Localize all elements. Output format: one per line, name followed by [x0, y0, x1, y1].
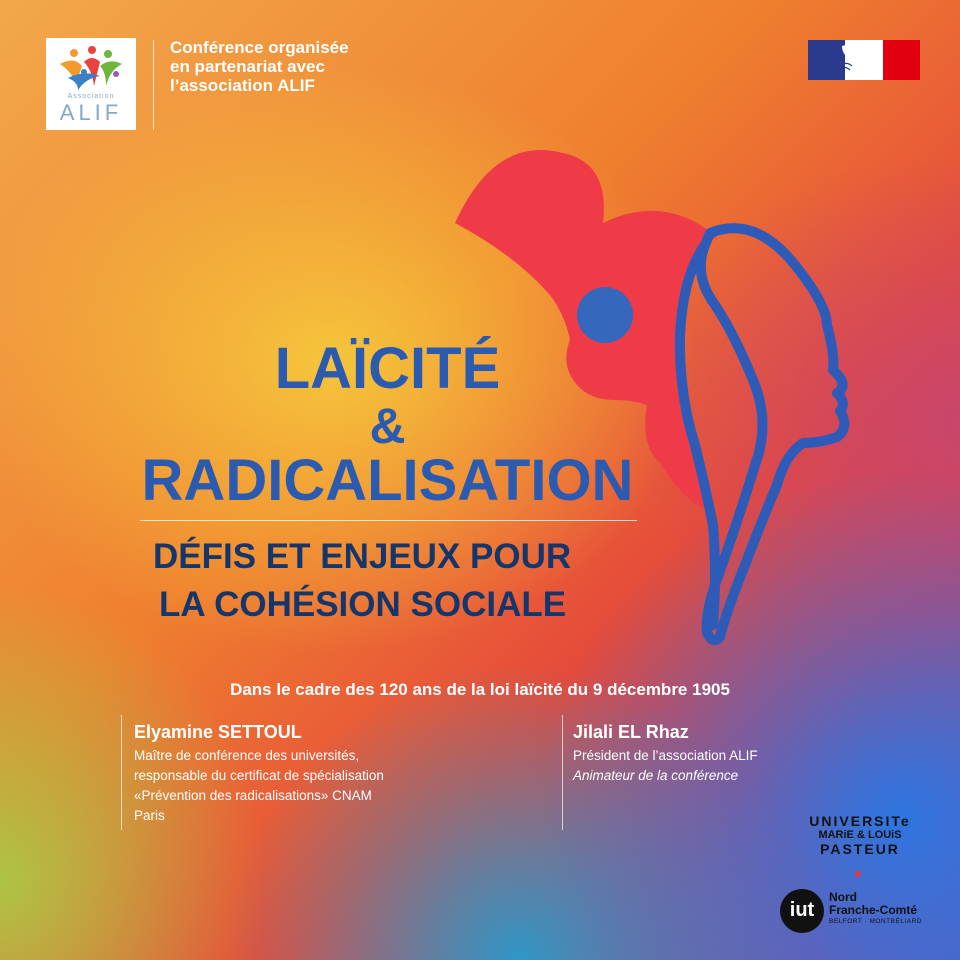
iut-logo-line: BELFORT · MONTBÉLIARD	[829, 918, 922, 925]
university-logo-line: UNIVERSITe	[809, 813, 911, 829]
speaker-description-line: responsable du certificat de spécialisation	[134, 768, 384, 783]
iut-logo-text	[829, 891, 922, 926]
title-ampersand: &	[369, 398, 406, 454]
university-logo-line: MARiE & LOUiS	[818, 829, 902, 841]
speaker-role-line: Animateur de la conférence	[573, 768, 739, 783]
partner-statement	[170, 38, 400, 95]
event-context: Dans le cadre des 120 ans de la loi laïcité du 9 décembre 1905	[230, 680, 730, 699]
alif-figures-icon	[54, 44, 128, 94]
university-dot-icon	[855, 871, 861, 877]
partner-line: en partenariat avec	[170, 57, 325, 76]
speaker-divider	[121, 715, 122, 830]
alif-name: ALIF	[59, 100, 123, 125]
iut-logo-line: Franche-Comté	[829, 903, 918, 917]
partner-line: Conférence organisée	[170, 38, 349, 57]
speaker-description-line: «Prévention des radicalisations» CNAM	[134, 788, 372, 803]
title-line-2: RADICALISATION	[141, 448, 634, 513]
speaker-name: Elyamine SETTOUL	[134, 722, 302, 742]
university-logo	[790, 814, 930, 857]
university-logo-line: PASTEUR	[820, 841, 900, 857]
speaker-divider	[562, 715, 563, 830]
iut-logo-line: Nord	[829, 890, 857, 904]
speaker-description-line: Président de l’association ALIF	[573, 748, 758, 763]
title-divider	[140, 520, 637, 521]
partner-line: l’association ALIF	[170, 76, 315, 95]
alif-logo	[46, 38, 136, 130]
speaker-description-line: Maître de conférence des universités,	[134, 748, 360, 763]
subtitle-line-1: DÉFIS ET ENJEUX POUR	[153, 537, 572, 576]
title-line-1: LAÏCITÉ	[274, 336, 501, 401]
iut-badge-icon: iut	[780, 889, 824, 933]
speaker-description	[573, 746, 833, 786]
alif-association-label: Association	[67, 93, 115, 100]
speaker-name: Jilali EL Rhaz	[573, 722, 689, 742]
speaker-description-line: Paris	[134, 808, 165, 823]
marianne-flag-logo	[808, 40, 920, 80]
header-divider	[153, 40, 154, 130]
subtitle-line-2: LA COHÉSION SOCIALE	[159, 585, 567, 624]
speaker-description	[134, 746, 464, 826]
